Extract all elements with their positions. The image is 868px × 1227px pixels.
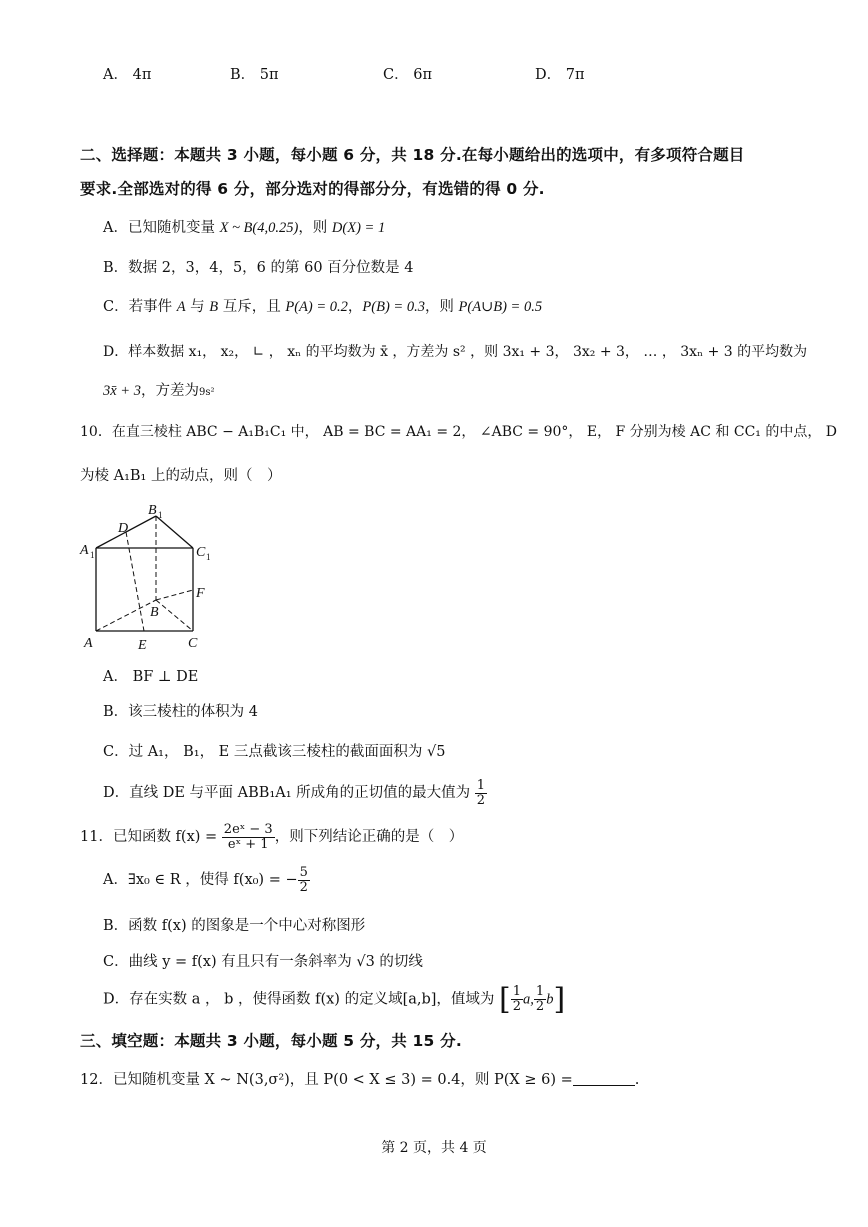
edge-a-b <box>96 600 156 631</box>
label-c: C <box>188 636 198 651</box>
segment-b-f <box>156 590 193 600</box>
q11-option-a: A．∃x₀ ∈ R ，使得 f(x₀) = − $\frac{5}{2}$ <box>103 865 308 895</box>
option-a: A． 4π <box>103 67 152 83</box>
segment-d-e <box>126 532 144 631</box>
label-b: B <box>150 605 159 620</box>
label-e: E <box>138 638 147 652</box>
edge-b-c <box>156 600 193 631</box>
label-b1: B <box>148 503 157 518</box>
page-footer: 第 2 页，共 4 页 <box>381 1140 487 1156</box>
option-b: B． 5π <box>230 67 279 83</box>
option-c: C． 6π <box>383 67 432 83</box>
label-c1-sub: 1 <box>206 552 211 562</box>
fraction-five-halves: $\frac{5}{2}$ <box>299 865 308 895</box>
q11-option-b: B．函数 f(x) 的图象是一个中心对称图形 <box>103 918 366 934</box>
label-c1: C <box>196 545 206 560</box>
q10-option-c: C．过 A₁， B₁， E 三点截该三棱柱的截面面积为 √5 <box>103 744 446 760</box>
edge-b1-c1 <box>156 516 193 548</box>
q9-option-d-line1: D．样本数据 x₁， x₂， ∟ ， xₙ 的平均数为 x̄ ，方差为 s² ，则 3x₁ + 3， 3x₂ + 3， … ， 3xₙ + 3 的平均数为 <box>103 344 808 360</box>
label-a1-sub: 1 <box>90 550 95 560</box>
q9-option-c: C．若事件 A 与 B 互斥，且 P(A) = 0.2，P(B) = 0.3，则 P(A∪B) = 0.5 <box>103 299 543 315</box>
q10-option-b: B．该三棱柱的体积为 4 <box>103 704 258 720</box>
fraction-function: $\frac{\text{2eˣ − 3}}{\text{eˣ + 1}}$ <box>223 822 273 852</box>
answer-blank <box>573 1071 635 1086</box>
q10-stem-line2: 为棱 A₁B₁ 上的动点，则（ ） <box>80 468 282 484</box>
option-d: D． 7π <box>535 67 585 83</box>
q9-option-b: B．数据 2，3，4，5，6 的第 60 百分位数是 4 <box>103 260 414 276</box>
q10-option-a: A． BF ⊥ DE <box>103 669 199 685</box>
q9-option-a: A．已知随机变量 X ~ B(4,0.25)，则 D(X) = 1 <box>103 220 386 236</box>
q9-option-d-line2: 3x̄ + 3，方差为9s² <box>103 383 215 399</box>
label-a: A <box>84 636 93 651</box>
q12-stem: 12．已知随机变量 X ~ N(3,σ²)，且 P(0 < X ≤ 3) = 0.4，则 P(X ≥ 6) = . <box>80 1072 640 1088</box>
section2-heading-line1: 二、选择题：本题共 3 小题，每小题 6 分，共 18 分.在每小题给出的选项中，有多项符合题目 <box>80 146 745 164</box>
prism-figure <box>78 500 228 652</box>
q10-option-d: D．直线 DE 与平面 ABB₁A₁ 所成角的正切值的最大值为 $\frac{1}{2}$ <box>103 778 486 808</box>
fraction-one-half: $\frac{1}{2}$ <box>476 778 486 808</box>
label-f: F <box>196 586 205 601</box>
section2-heading-line2: 要求.全部选对的得 6 分，部分选对的得部分分，有选错的得 0 分. <box>80 180 545 198</box>
label-a1: A <box>80 543 89 558</box>
q10-stem-line1: 10．在直三棱柱 ABC − A₁B₁C₁ 中， AB = BC = AA₁ = 2， ∠ABC = 90°， E， F 分别为棱 AC 和 CC₁ 的中点， D <box>80 424 838 440</box>
label-b1-sub: 1 <box>158 510 163 520</box>
label-d: D <box>118 521 129 536</box>
q11-stem: 11．已知函数 f(x) = $\frac{\text{2eˣ − 3}}{\text{eˣ + 1}}$ ，则下列结论正确的是（ ） <box>80 822 464 852</box>
q11-option-d: D．存在实数 a ， b ，使得函数 f(x) 的定义域[a,b]，值域为 [ $\frac{1}{2}$ a, $\frac{1}{2}$ b] <box>103 982 566 1017</box>
q11-option-c: C．曲线 y = f(x) 有且只有一条斜率为 √3 的切线 <box>103 954 423 970</box>
section3-heading: 三、填空题：本题共 3 小题，每小题 5 分，共 15 分. <box>80 1032 462 1050</box>
